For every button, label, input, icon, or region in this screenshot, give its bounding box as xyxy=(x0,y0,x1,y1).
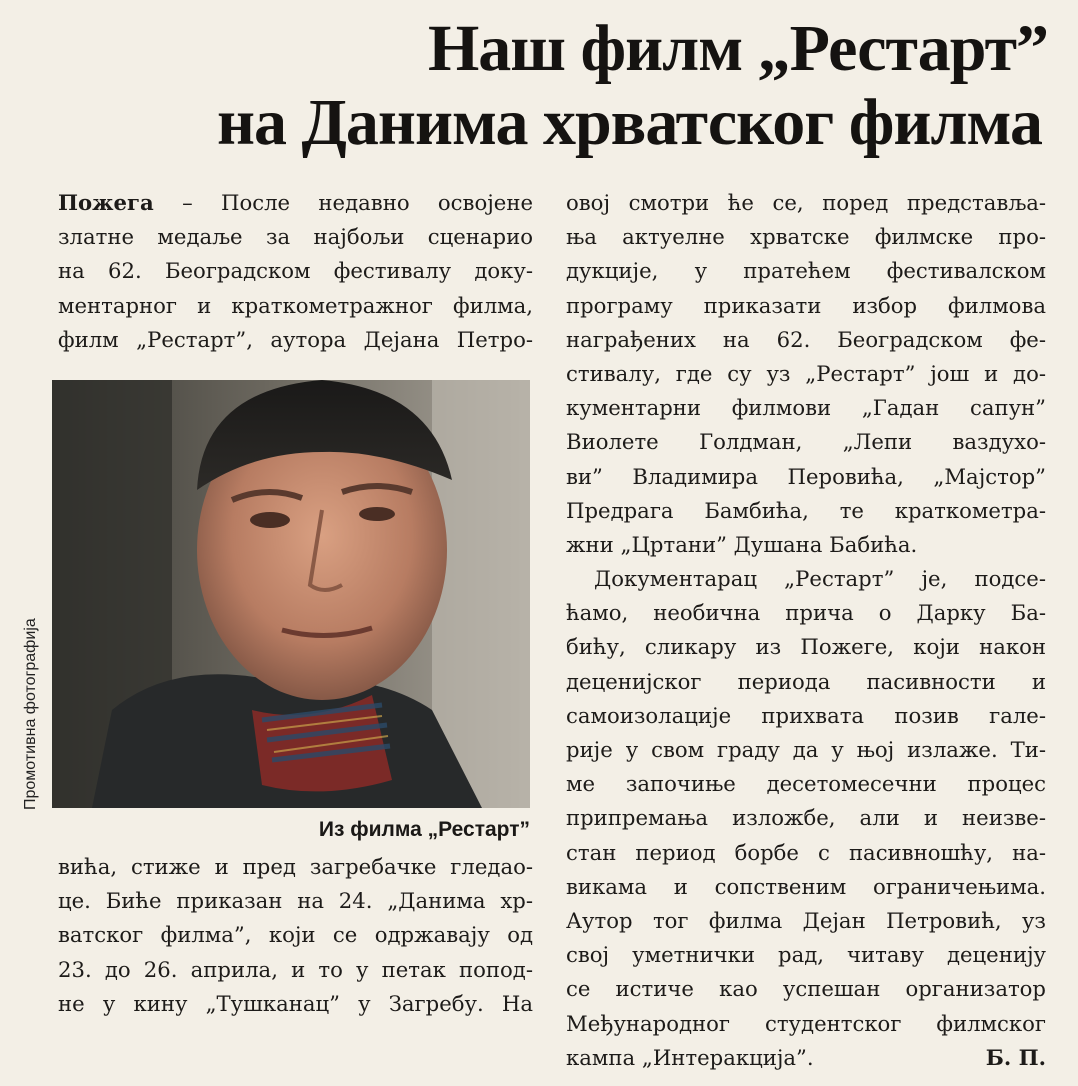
article-line: Виолете Голдман, „Лепи ваздухо- xyxy=(566,429,1046,455)
article-line: дукције, у пратећем фестивалском xyxy=(566,258,1046,284)
article-line: златне медаље за најбољи сценарио xyxy=(58,224,533,250)
article-line: бићу, сликару из Пожеге, који након xyxy=(566,634,1046,660)
article-line xyxy=(58,186,533,220)
dateline: Пожега xyxy=(58,190,154,215)
article-line: се истиче као успешан организатор xyxy=(566,976,1046,1002)
article-line: вића, стиже и пред загребачке гледао- xyxy=(58,854,533,879)
article-line: филм „Рестарт”, аутора Дејана Петро- xyxy=(58,326,533,352)
article-line: рије у свом граду да у њој излаже. Ти- xyxy=(566,737,1046,762)
article-line: жни „Цртани” Душана Бабића. xyxy=(566,531,918,557)
article-line: Међународног студентског филмског xyxy=(566,1010,1046,1036)
article-photo xyxy=(52,380,530,808)
article-line: ватског филма”, који се одржавају од xyxy=(58,922,533,948)
article-line: на 62. Београдском фестивалу доку- xyxy=(58,258,533,284)
article-line: ви” Владимира Перовића, „Мајстор” xyxy=(566,463,1046,489)
article-line: викама и сопственим ограничењима. xyxy=(566,873,1046,899)
article-line: Документарац „Рестарт” је, подсе- xyxy=(594,566,1046,592)
article-line: свој уметнички рад, читаву деценију xyxy=(566,942,1046,968)
headline-line-2: на Данима хрватског филма xyxy=(216,86,1042,159)
article-line: ментарног и краткометражног филма, xyxy=(58,292,533,318)
article-line xyxy=(566,1041,1046,1075)
article-line: награђених на 62. Београдском фе- xyxy=(566,326,1046,352)
article-line: ћамо, необична прича о Дарку Ба- xyxy=(566,600,1046,626)
article-line: кументарни филмови „Гадан сапун” xyxy=(566,395,1046,421)
article-column-left-top xyxy=(58,186,533,357)
article-line: Аутор тог филма Дејан Петровић, уз xyxy=(566,907,1046,933)
article-line-text: кампа „Интеракција”. xyxy=(566,1044,814,1070)
article-line: стан период борбе с пасивношћу, на- xyxy=(566,839,1046,865)
article-line: ме започиње десетомесечни процес xyxy=(566,771,1046,797)
article-line: самоизолације прихвата позив гале- xyxy=(566,702,1046,728)
author-signature: Б. П. xyxy=(985,1044,1046,1070)
article-line: припремања изложбе, али и неизве- xyxy=(566,805,1046,831)
article-line: програму приказати избор филмова xyxy=(566,292,1046,318)
article-line: не у кину „Тушканац” у Загребу. На xyxy=(58,990,533,1016)
article-column-right xyxy=(566,186,1046,1075)
article-line: це. Биће приказан на 24. „Данима хр- xyxy=(58,888,533,914)
photo-credit: Промотивна фотографија xyxy=(22,618,39,810)
portrait-photo xyxy=(52,380,530,808)
article-line: 23. до 26. априла, и то у петак попод- xyxy=(58,956,533,982)
headline-line-1: Наш филм „Рестарт” xyxy=(427,12,1048,85)
photo-caption: Из филма „Рестарт” xyxy=(318,818,530,841)
article-line: деценијског периода пасивности и xyxy=(566,668,1046,694)
article-line: овој смотри ће се, поред представља- xyxy=(566,190,1046,215)
article-line: стивалу, где су уз „Рестарт” још и до- xyxy=(566,360,1046,386)
article-line-text: – После недавно освојене xyxy=(153,190,533,215)
article-line: Предрага Бамбића, те краткометра- xyxy=(566,497,1046,523)
article-column-left-bottom xyxy=(58,850,533,1021)
article-line: ња актуелне хрватске филмске про- xyxy=(566,224,1046,250)
